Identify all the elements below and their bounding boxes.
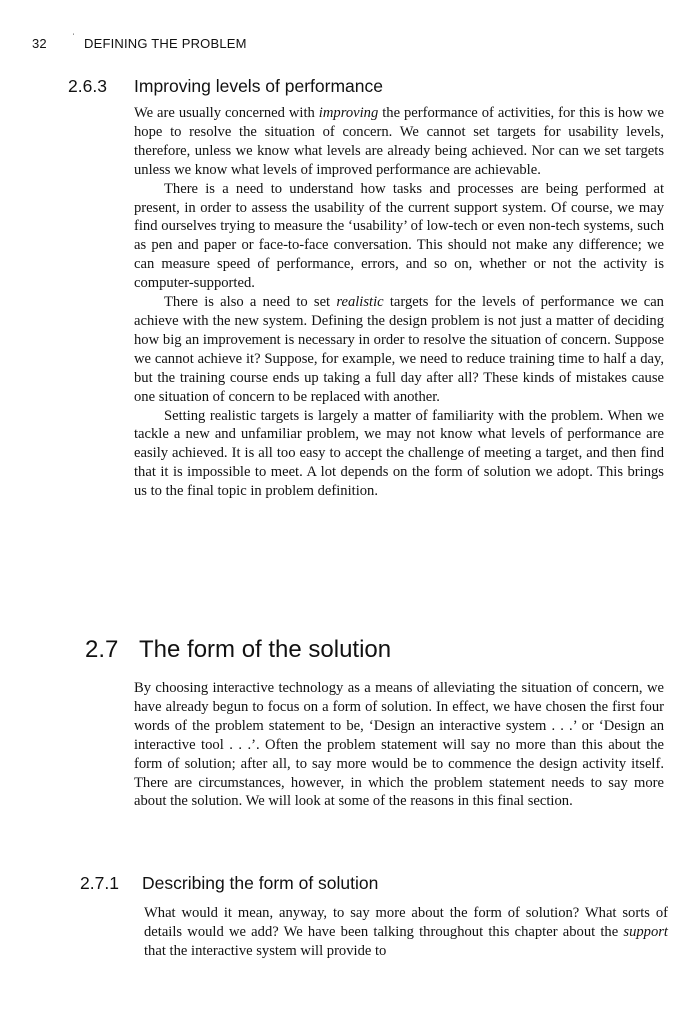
subsection-body-2-6-3	[134, 104, 664, 501]
emphasis: improving	[318, 105, 379, 121]
emphasis: realistic	[336, 294, 384, 311]
subsection-number: 2.7.1	[80, 873, 119, 893]
paragraph	[144, 904, 668, 961]
subsection-heading-2-7-1	[80, 873, 378, 894]
tick-mark-icon: ˈ	[72, 33, 76, 44]
page-number: 32	[32, 36, 47, 51]
paragraph	[134, 104, 664, 180]
text-run: the performance of activities, for this is how we hope to resolve the situation of concern. We cannot set targets for usability levels, therefore, unless we know what levels are already being achieved. Nor can we set targets unless we know what levels of improved performance are achievable.	[134, 105, 664, 178]
running-head-title: DEFINING THE PROBLEM	[84, 36, 247, 51]
subsection-heading-2-6-3	[68, 76, 383, 97]
subsection-number: 2.6.3	[68, 76, 107, 96]
paragraph	[134, 293, 664, 406]
section-title: The form of the solution	[139, 636, 392, 663]
running-head	[32, 33, 247, 51]
section-body-2-7	[134, 679, 664, 811]
text-run: There is also a need to set	[164, 294, 337, 311]
section-heading-2-7	[85, 636, 391, 664]
subsection-title: Describing the form of solution	[142, 873, 379, 893]
text-run: We are usually concerned with	[134, 105, 319, 121]
text-run: targets for the levels of performance we can achieve with the new system. Defining the design problem is not just a matter of deciding how big an improvement is necessary in order to resolve the situation of concern. Suppose we cannot achieve it? Suppose, for example, we need to reduce training time to half a day, but the training course ends up taking a full day after all? These kinds of mistakes cause one situation of concern to be replaced with another.	[134, 294, 664, 405]
paragraph: There is a need to understand how tasks and processes are being performed at present, in order to assess the usability of the current support system. Of course, we may find ourselves trying to measure the ‘usability’ of low-tech or even non-tech systems, such as pen and paper or face-to-face conversation. This should not make any difference; we can measure speed of performance, errors, and so on, whether or not the activity is computer-supported.	[134, 180, 664, 292]
emphasis: support	[623, 923, 668, 940]
text-run: What would it mean, anyway, to say more about the form of solution? What sorts of details would we add? We have been talking throughout this chapter about the	[144, 905, 668, 940]
subsection-title: Improving levels of performance	[134, 76, 383, 96]
section-number: 2.7	[85, 636, 119, 663]
subsection-body-2-7-1	[144, 904, 668, 961]
paragraph: By choosing interactive technology as a means of alleviating the situation of concern, we have already begun to focus on a form of solution. In effect, we have chosen the first four words of the problem statement to be, ‘Design an interactive system . . .’ or ‘Design an interactive tool . . .’. Often the problem statement will say no more than this about the form of solution; after all, to say more would be to commence the design activity itself. There are circumstances, however, in which the problem statement needs to say more about the solution. We will look at some of the reasons in this final section.	[134, 680, 664, 810]
text-run: that the interactive system will provide to	[144, 942, 387, 959]
paragraph: Setting realistic targets is largely a matter of familiarity with the problem. When we tackle a new and unfamiliar problem, we may not know what levels of performance are easily achieved. It is all too easy to accept the challenge of meeting a target, and then find that it is impossible to meet. A lot depends on the form of solution we adopt. This brings us to the final topic in problem definition.	[134, 407, 664, 500]
